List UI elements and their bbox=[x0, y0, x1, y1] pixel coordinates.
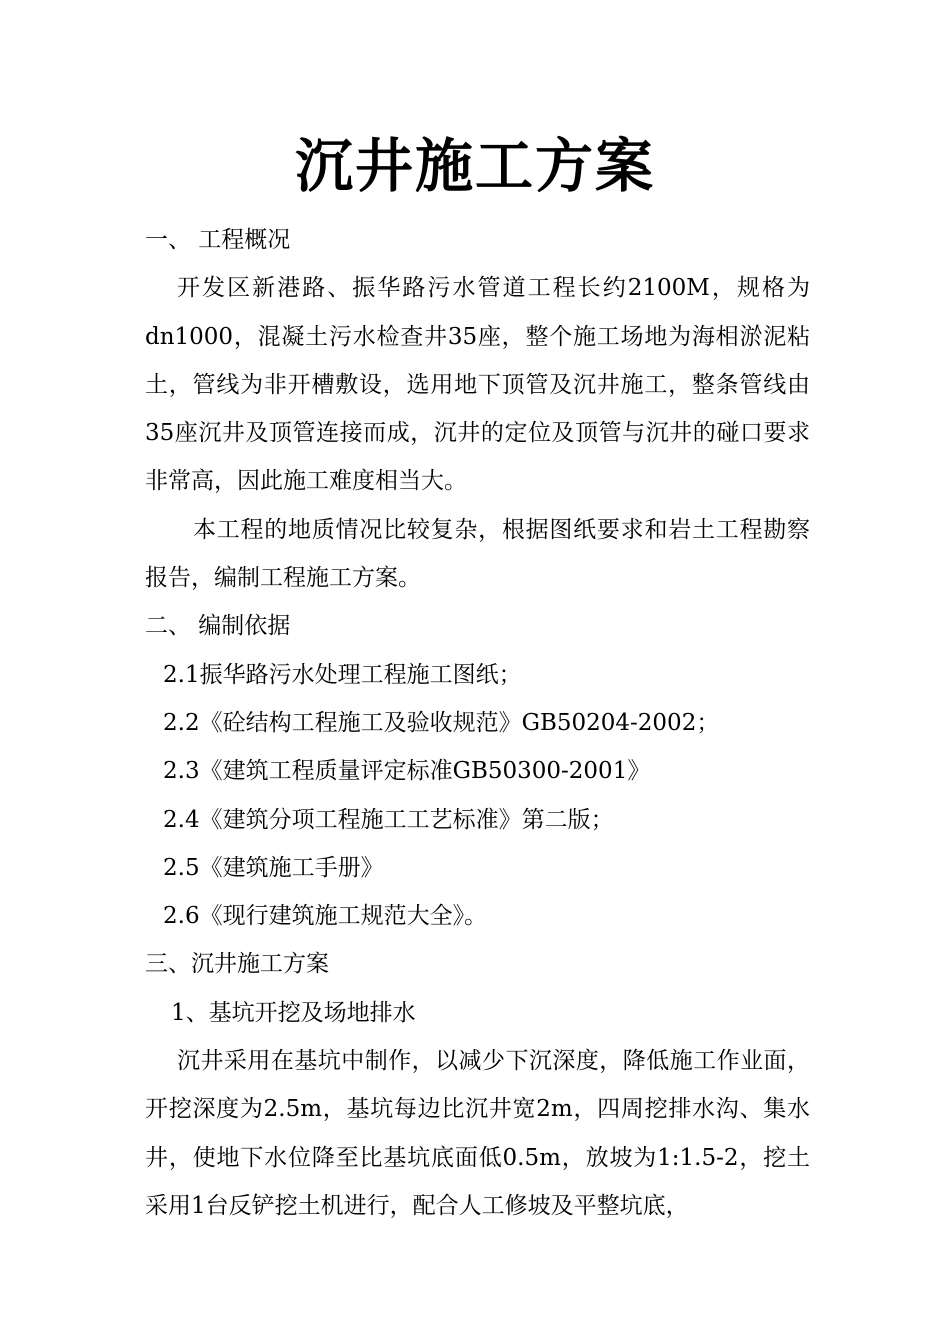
reference-item: 2.4《建筑分项工程施工工艺标准》第二版； bbox=[163, 806, 614, 833]
reference-item: 2.3《建筑工程质量评定标准GB50300-2001》 bbox=[163, 758, 651, 785]
section-3-heading: 三、沉井施工方案 bbox=[145, 951, 329, 978]
section-1-heading: 一、 工程概况 bbox=[145, 227, 291, 253]
section-1-paragraph-1: 开发区新港路、振华路污水管道工程长约2100M，规格为dn1000，混凝土污水检查井35座，整个施工场地为海相淤泥粘土，管线为非开槽敷设，选用地下顶管及沉井施工，整条管线由35座沉井及顶管连接而成，沉井的定位及顶管与沉井的碰口要求非常高，因此施工难度相当大。 bbox=[145, 275, 810, 495]
reference-item: 2.1振华路污水处理工程施工图纸； bbox=[163, 661, 522, 688]
section-3-paragraph-1: 沉井采用在基坑中制作，以减少下沉深度，降低施工作业面，开挖深度为2.5m，基坑每边比沉井宽2m，四周挖排水沟、集水井，使地下水位降至比基坑底面低0.5m，放坡为1:1.5-2，挖土采用1台反铲挖土机进行，配合人工修坡及平整坑底， bbox=[145, 1048, 810, 1219]
document-body bbox=[145, 216, 810, 1230]
section-1-paragraph-2: 本工程的地质情况比较复杂，根据图纸要求和岩土工程勘察报告，编制工程施工方案。 bbox=[145, 516, 810, 592]
reference-item: 2.2《砼结构工程施工及验收规范》GB50204-2002； bbox=[163, 709, 720, 736]
section-2-heading: 二、 编制依据 bbox=[145, 613, 291, 640]
reference-item: 2.5《建筑施工手册》 bbox=[163, 854, 384, 881]
reference-item: 2.6《现行建筑施工规范大全》。 bbox=[163, 903, 488, 930]
document-title: 沉井施工方案 bbox=[294, 132, 655, 200]
section-3-subheading-1: 1、基坑开挖及场地排水 bbox=[171, 999, 416, 1026]
